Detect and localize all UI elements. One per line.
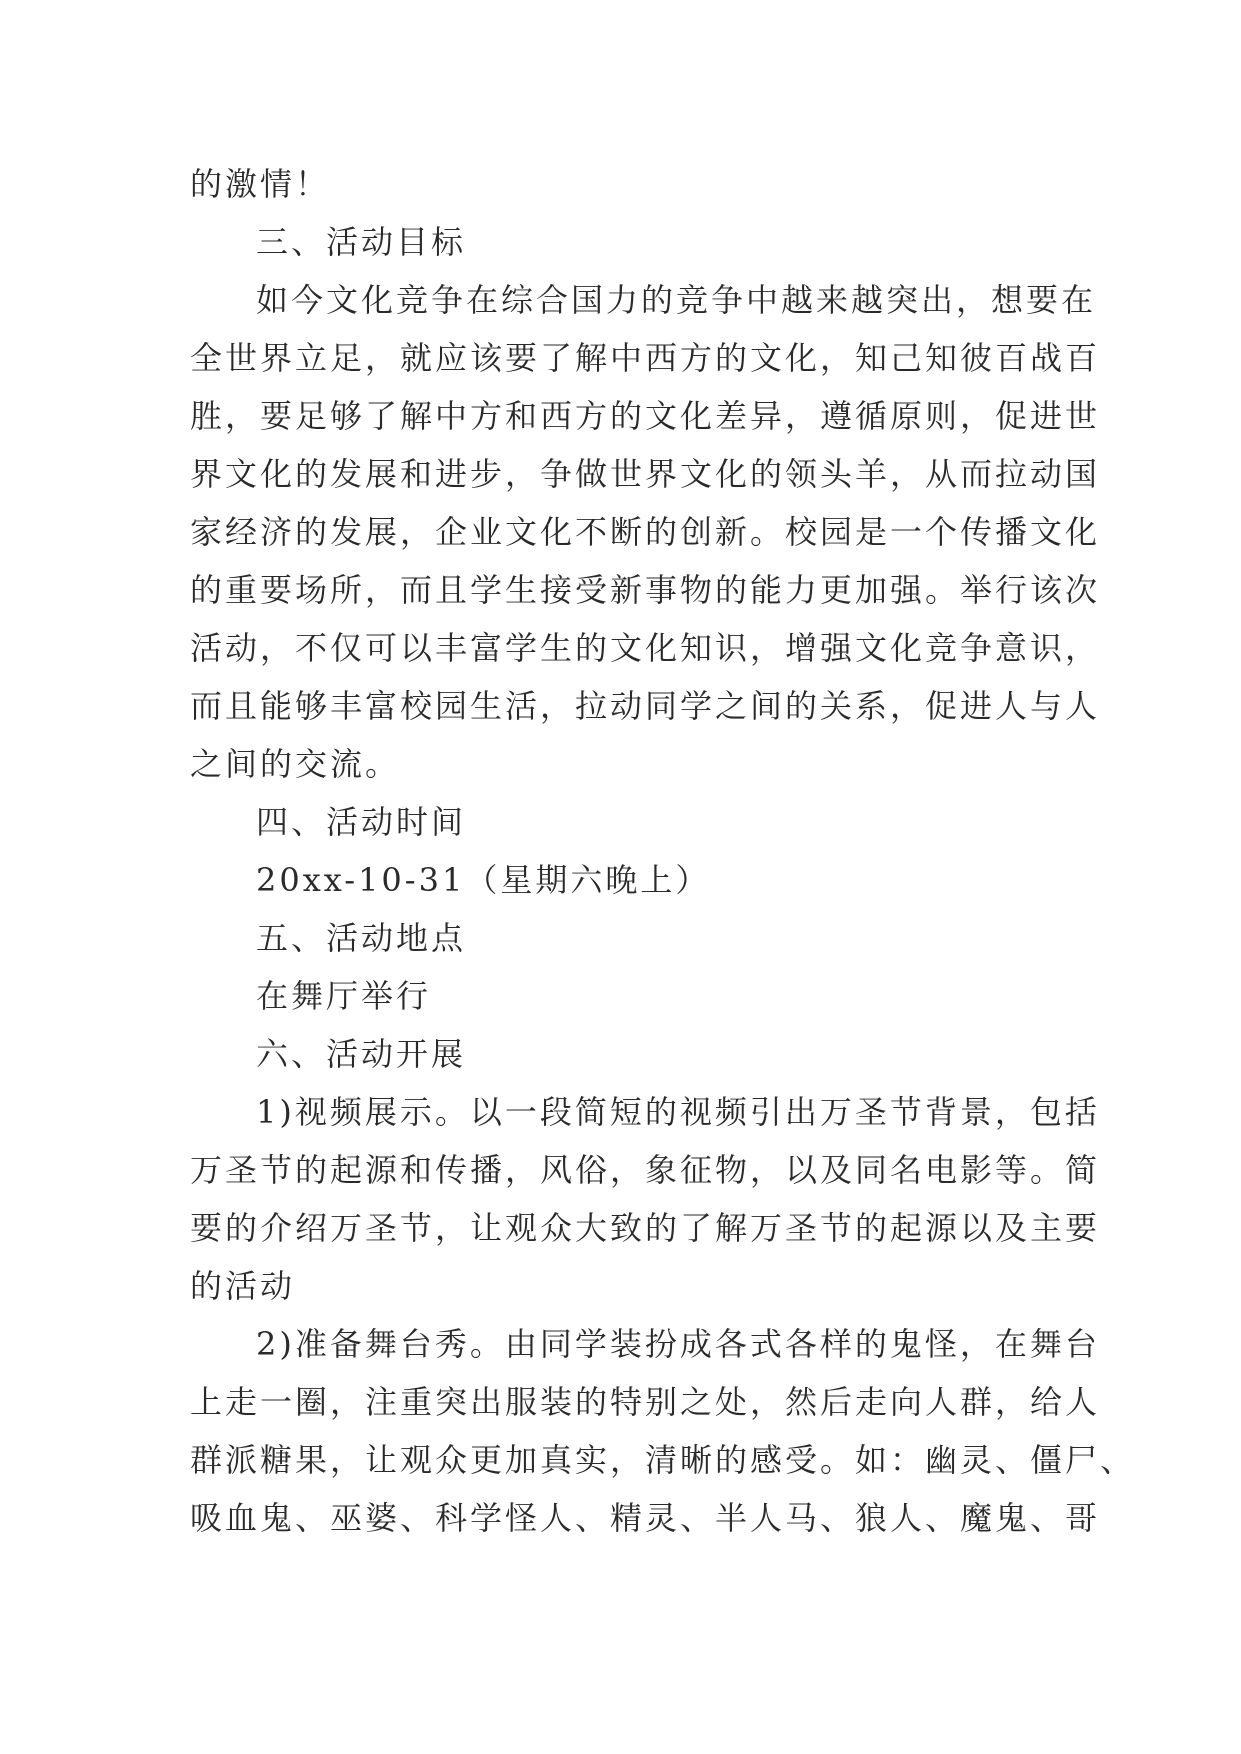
paragraph-line: 要的介绍万圣节，让观众大致的了解万圣节的起源以及主要 [190, 1209, 1101, 1247]
section-heading-location: 五、活动地点 [256, 919, 467, 957]
paragraph-line: 的重要场所，而且学生接受新事物的能力更加强。举行该次 [190, 571, 1101, 609]
body-text [190, 155, 1136, 1547]
section-heading-activities: 六、活动开展 [256, 1035, 467, 1073]
paragraph-line: 的活动 [190, 1267, 296, 1305]
paragraph-line: 万圣节的起源和传播，风俗，象征物，以及同名电影等。简 [190, 1151, 1101, 1189]
paragraph-line: 吸血鬼、巫婆、科学怪人、精灵、半人马、狼人、魔鬼、哥 [190, 1499, 1101, 1537]
paragraph-line: 之间的交流。 [190, 745, 401, 783]
event-date: 20xx-10-31（星期六晚上） [256, 861, 711, 899]
paragraph-line: 上走一圈，注重突出服装的特别之处，然后走向人群，给人 [190, 1383, 1101, 1421]
paragraph-line: 胜，要足够了解中方和西方的文化差异，遵循原则，促进世 [190, 397, 1101, 435]
paragraph-line: 1)视频展示。以一段简短的视频引出万圣节背景，包括 [256, 1093, 1100, 1131]
paragraph-line: 全世界立足，就应该要了解中西方的文化，知己知彼百战百 [190, 339, 1101, 377]
paragraph-line: 而且能够丰富校园生活，拉动同学之间的关系，促进人与人 [190, 687, 1101, 725]
event-location: 在舞厅举行 [256, 977, 432, 1015]
paragraph-line: 活动，不仅可以丰富学生的文化知识，增强文化竞争意识， [190, 629, 1101, 667]
paragraph-line: 如今文化竞争在综合国力的竞争中越来越突出，想要在 [256, 281, 1097, 319]
section-heading-goals: 三、活动目标 [256, 223, 467, 261]
section-heading-time: 四、活动时间 [256, 803, 467, 841]
paragraph-line: 群派糖果，让观众更加真实，清晰的感受。如：幽灵、僵尸、 [190, 1441, 1136, 1479]
paragraph-line: 家经济的发展，企业文化不断的创新。校园是一个传播文化 [190, 513, 1101, 551]
paragraph-line: 界文化的发展和进步，争做世界文化的领头羊，从而拉动国 [190, 455, 1101, 493]
text-line: 的激情！ [190, 165, 331, 203]
paragraph-line: 2)准备舞台秀。由同学装扮成各式各样的鬼怪，在舞台 [256, 1325, 1100, 1363]
